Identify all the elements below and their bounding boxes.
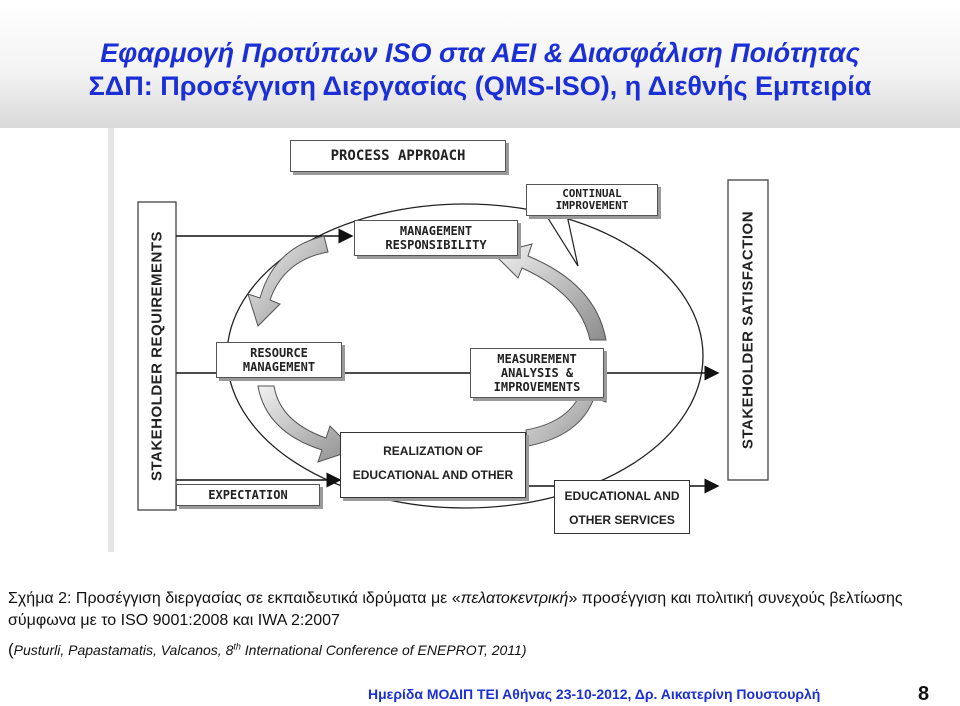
- measurement-line3: IMPROVEMENTS: [493, 380, 581, 394]
- page-number: 8: [918, 683, 930, 705]
- continual-improvement-box: [526, 184, 658, 216]
- measurement-analysis-box: [470, 348, 604, 398]
- process-approach-label: PROCESS APPROACH: [330, 148, 466, 164]
- realization-box: [340, 432, 526, 498]
- management-responsibility-box: [354, 220, 518, 256]
- stakeholder-requirements-label: STAKEHOLDER REQUIREMENTS: [148, 230, 166, 482]
- continual-improvement-line1: CONTINUAL: [562, 187, 622, 200]
- cycle-arrow-top-right: [494, 244, 606, 340]
- left-divider: [108, 128, 114, 552]
- stakeholder-satisfaction-label: STAKEHOLDER SATISFACTION: [739, 210, 757, 450]
- slide-title-line2: ΣΔΠ: Προσέγγιση Διεργασίας (QMS-ISO), η Διεθνής Εμπειρία: [88, 71, 872, 101]
- resource-management-line2: MANAGEMENT: [242, 360, 316, 374]
- process-approach-box: [290, 140, 506, 172]
- management-responsibility-line1: MANAGEMENT: [399, 224, 473, 238]
- slide-title-line1: Εφαρμογή Προτύπων ISO στα ΑΕΙ & Διασφάλιση Ποιότητας: [100, 38, 860, 68]
- resource-management-line1: RESOURCE: [250, 346, 308, 360]
- expectation-box: [176, 484, 320, 506]
- expectation-label: EXPECTATION: [208, 488, 288, 502]
- figure-reference: [8, 640, 527, 660]
- educational-services-box: [554, 480, 690, 534]
- caption-italic: πελατοκεντρική: [460, 590, 569, 607]
- educational-services-line1: EDUCATIONAL AND: [564, 489, 680, 503]
- ref-conference: International Conference of ENEPROT, 2011): [240, 642, 527, 658]
- caption-part2: » προσέγγιση και πολιτική συνεχούς βελτίωσης σύμφωνα με το ISO 9001:2008 και IWA 2:2007: [8, 590, 903, 629]
- continual-improvement-line2: IMPROVEMENT: [555, 199, 629, 212]
- educational-services-line2: OTHER SERVICES: [569, 513, 675, 527]
- cycle-arrow-top-left: [248, 236, 328, 326]
- footer-text: Ημερίδα ΜΟΔΙΠ ΤΕΙ Αθήνας 23-10-2012, Δρ. Αικατερίνη Πουστουρλή: [368, 686, 821, 702]
- ref-authors: Pusturli, Papastamatis, Valcanos, 8: [13, 642, 234, 658]
- measurement-line1: MEASUREMENT: [497, 352, 577, 366]
- ref-superscript: th: [233, 641, 241, 652]
- measurement-line2: ANALYSIS &: [500, 366, 574, 380]
- caption-part1: Σχήμα 2: Προσέγγιση διεργασίας σε εκπαιδευτικά ιδρύματα με «: [8, 590, 461, 607]
- figure-caption: [8, 588, 948, 632]
- realization-line2: EDUCATIONAL AND OTHER: [352, 468, 514, 482]
- process-approach-diagram: [108, 128, 790, 552]
- resource-management-box: [216, 342, 342, 378]
- realization-line1: REALIZATION OF: [383, 444, 483, 458]
- management-responsibility-line2: RESPONSIBILITY: [385, 238, 487, 252]
- ref-open-paren: (: [8, 640, 14, 659]
